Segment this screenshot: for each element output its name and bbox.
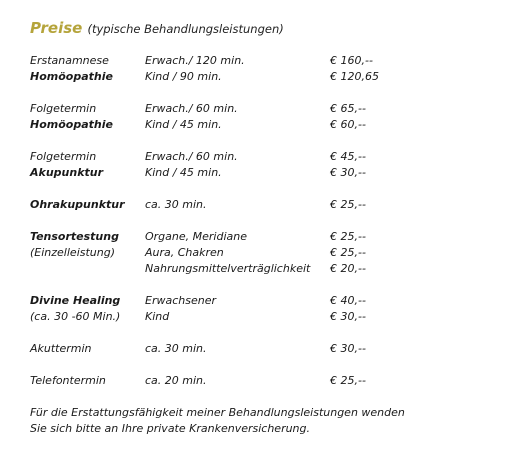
service-price: € 30,--: [330, 310, 366, 323]
price-row: [0, 53, 530, 69]
service-name: Divine Healing: [30, 294, 121, 307]
service-description: Organe, Meridiane: [145, 230, 247, 243]
service-name: Homöopathie: [30, 70, 113, 83]
service-price: € 120,65: [330, 70, 379, 83]
service-name: Tensortestung: [30, 230, 119, 243]
service-price: € 25,--: [330, 198, 366, 211]
footer-note: [30, 405, 405, 437]
service-name: Folgetermin: [30, 102, 97, 115]
price-row: [0, 69, 530, 85]
service-price: € 40,--: [330, 294, 366, 307]
service-description: ca. 30 min.: [145, 198, 207, 211]
service-description: Nahrungsmittelverträglichkeit: [145, 262, 311, 275]
service-name: Ohrakupunktur: [30, 198, 125, 211]
service-description: Kind / 90 min.: [145, 70, 222, 83]
price-row: [0, 341, 530, 357]
price-row: [0, 229, 530, 245]
service-price: € 25,--: [330, 374, 366, 387]
price-row: [0, 309, 530, 325]
service-description: Erwachsener: [145, 294, 216, 307]
service-name: Akupunktur: [30, 166, 104, 179]
footer-line-1: Für die Erstattungsfähigkeit meiner Behandlungsleistungen wenden: [30, 406, 405, 419]
service-price: € 25,--: [330, 230, 366, 243]
service-description: Kind / 45 min.: [145, 118, 222, 131]
service-price: € 25,--: [330, 246, 366, 259]
service-description: Erwach./ 60 min.: [145, 102, 238, 115]
footer-line-2: Sie sich bitte an Ihre private Krankenversicherung.: [30, 422, 311, 435]
service-price: € 30,--: [330, 342, 366, 355]
service-price: € 45,--: [330, 150, 366, 163]
service-description: ca. 20 min.: [145, 374, 207, 387]
service-price: € 30,--: [330, 166, 366, 179]
price-row: [0, 373, 530, 389]
service-description: ca. 30 min.: [145, 342, 207, 355]
service-name: Folgetermin: [30, 150, 97, 163]
service-price: € 65,--: [330, 102, 366, 115]
price-row: [0, 165, 530, 181]
price-row: [0, 261, 530, 277]
price-row: [0, 245, 530, 261]
service-description: Kind: [145, 310, 170, 323]
heading-subtitle: (typische Behandlungsleistungen): [87, 22, 284, 36]
service-price: € 60,--: [330, 118, 366, 131]
service-description: Aura, Chakren: [145, 246, 224, 259]
price-heading: [30, 18, 284, 37]
service-name: Erstanamnese: [30, 54, 109, 67]
service-name: Akuttermin: [30, 342, 92, 355]
service-name: (ca. 30 -60 Min.): [30, 310, 121, 323]
price-row: [0, 117, 530, 133]
service-description: Erwach./ 120 min.: [145, 54, 245, 67]
price-row: [0, 101, 530, 117]
service-description: Kind / 45 min.: [145, 166, 222, 179]
service-price: € 160,--: [330, 54, 373, 67]
price-row: [0, 149, 530, 165]
heading-title: Preise: [30, 19, 83, 37]
service-description: Erwach./ 60 min.: [145, 150, 238, 163]
service-name: (Einzelleistung): [30, 246, 116, 259]
price-row: [0, 293, 530, 309]
service-name: Homöopathie: [30, 118, 113, 131]
price-row: [0, 197, 530, 213]
service-name: Telefontermin: [30, 374, 106, 387]
service-price: € 20,--: [330, 262, 366, 275]
